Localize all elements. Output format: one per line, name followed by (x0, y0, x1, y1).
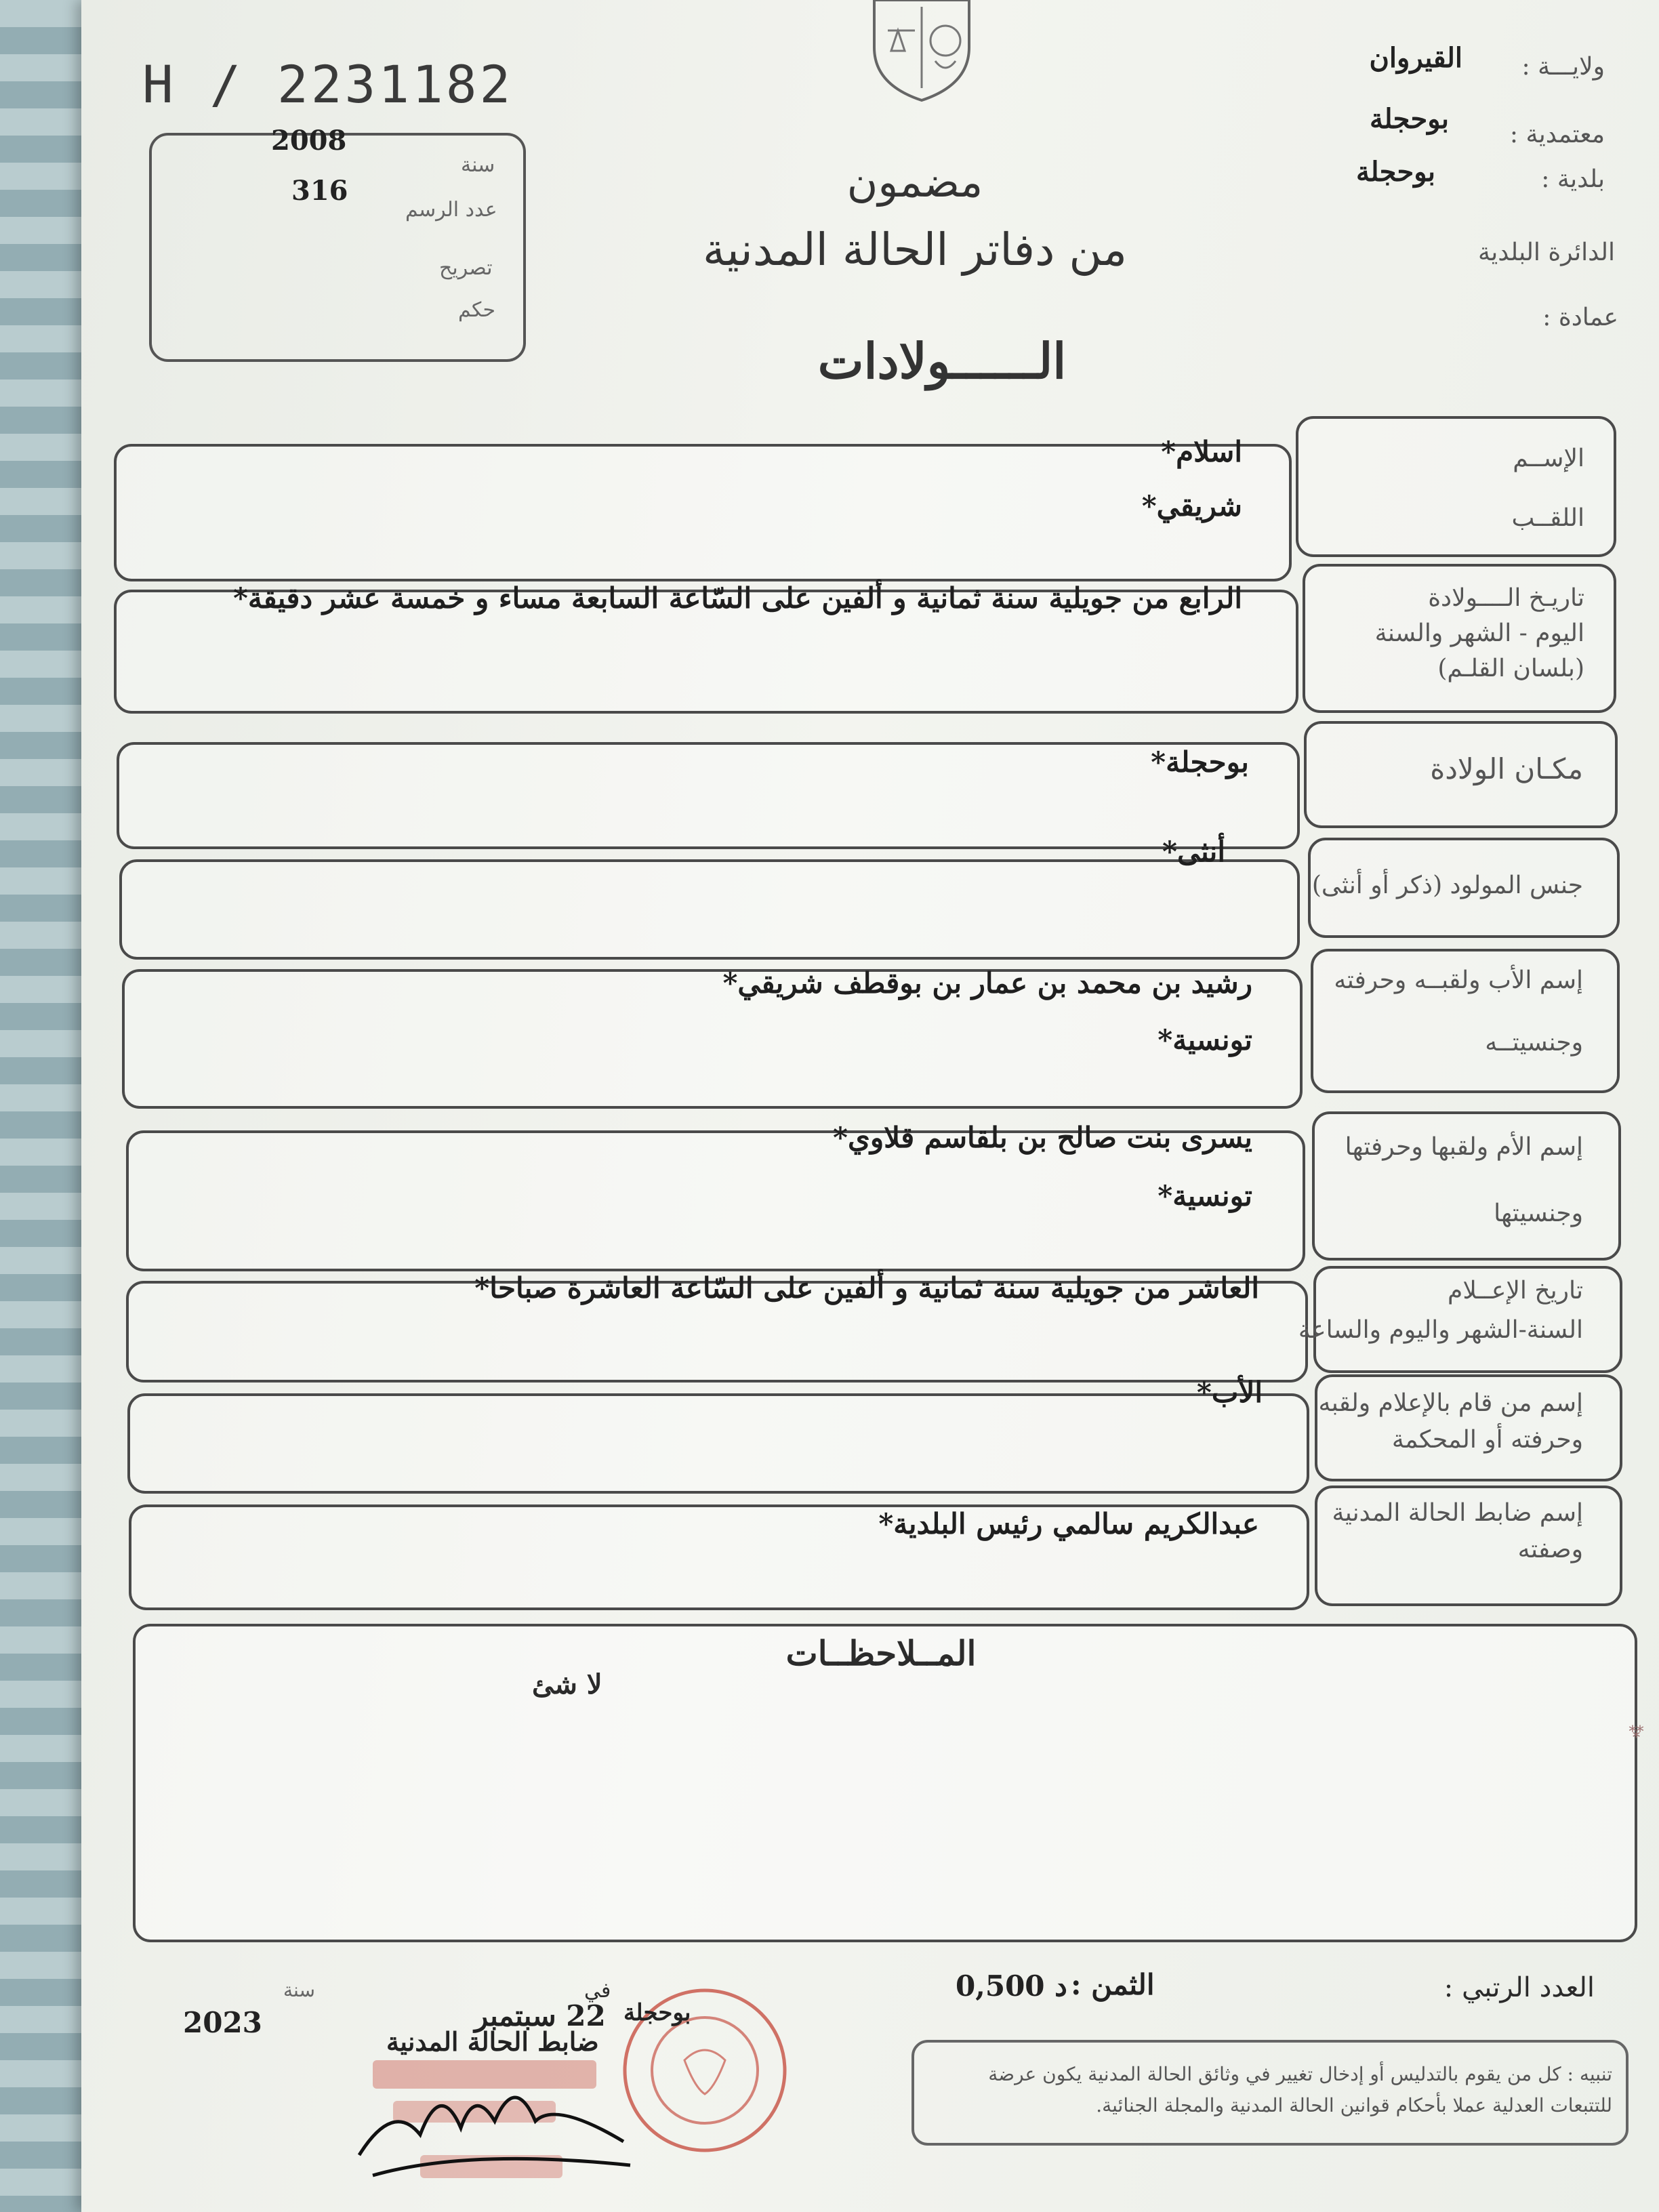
declaration-date-label-2: السنة-الشهر واليوم والساعة (1298, 1316, 1583, 1344)
birth-date-label-1: تاريـخ الــــولادة (1428, 584, 1584, 612)
price-value: 0,500 د (956, 1969, 1067, 2003)
father-name-value: رشيد بن محمد بن عمار بن بوقطف شريقي* (722, 966, 1252, 1000)
warning-box (912, 2040, 1629, 2146)
mother-label-1: إسم الأم ولقبها وحرفتها (1345, 1133, 1583, 1161)
last-name-label: اللقــب (1511, 504, 1584, 532)
issue-year-value: 2023 (183, 2006, 262, 2039)
doc-title-extract: مضمون (846, 157, 983, 207)
officer-label-1: إسم ضابط الحالة المدنية (1332, 1499, 1583, 1527)
mother-name-value: يسرى بنت صالح بن بلقاسم قلاوي* (833, 1121, 1252, 1154)
declarant-label-1: إسم من قام بالإعلام ولقبه (1318, 1389, 1583, 1417)
register-declaration-label: تصريح (439, 256, 493, 280)
doc-title-registers: من دفاتر الحالة المدنية (703, 224, 1127, 276)
document-serial: H / 2231182 (142, 54, 514, 115)
first-name-label: الإســم (1513, 445, 1584, 472)
name-label-box (1296, 416, 1616, 557)
signature-and-seal (332, 2020, 644, 2196)
declarant-value-box (127, 1393, 1309, 1494)
wilaya-value: القيروان (1369, 42, 1462, 74)
last-name-value: شريقي* (1141, 489, 1242, 523)
wilaya-label: ولايـــة : (1521, 53, 1605, 81)
sex-value-box (119, 859, 1300, 960)
mutamadia-label: معتمدية : (1509, 121, 1605, 148)
sex-label: جنس المولود (ذكر أو أنثى) (1311, 872, 1583, 899)
notes-value: لا شئ (532, 1668, 602, 1700)
register-year-value: 2008 (271, 125, 347, 157)
mother-nationality-value: تونسية* (1158, 1179, 1252, 1212)
baladia-label: بلدية : (1541, 165, 1605, 193)
register-year-label: سنة (461, 153, 495, 177)
omada-label: عمادة : (1542, 304, 1618, 331)
father-label-1: إسم الأب ولقبــه وحرفته (1334, 966, 1583, 994)
birth-place-value-box (117, 742, 1300, 849)
birth-date-label-2: اليوم - الشهر والسنة (1374, 619, 1584, 647)
officer-value: عبدالكريم سالمي رئيس البلدية* (878, 1507, 1259, 1540)
birth-place-value: بوحجلة* (1151, 745, 1249, 779)
declarant-value: الأب* (1196, 1376, 1263, 1409)
name-value-box (114, 444, 1292, 581)
register-number-label: عدد الرسم (405, 198, 497, 222)
issue-place: بوحجلة (623, 1999, 691, 2026)
birth-place-label: مكـان الولادة (1430, 752, 1583, 785)
mother-label-2: وجنسيتها (1494, 1200, 1583, 1227)
baladia-value: بوحجلة (1355, 156, 1435, 188)
register-judgment-label: حكم (458, 298, 496, 322)
mutamadia-value: بوحجلة (1369, 103, 1449, 135)
coat-of-arms-icon (861, 0, 983, 102)
issue-fi: في (584, 1979, 611, 2003)
declarant-label-2: وحرفته أو المحكمة (1391, 1426, 1583, 1454)
serial-number-label: العدد الرتبي : (1443, 1972, 1595, 2003)
register-number-value: 316 (291, 175, 348, 207)
issue-date: 22 سبتمبر (474, 1999, 606, 2032)
first-name-value: اسلام* (1161, 435, 1242, 468)
father-nationality-value: تونسية* (1158, 1023, 1252, 1057)
daira-label: الدائرة البلدية (1477, 239, 1615, 266)
doc-title-births: الــــــولادات (817, 332, 1067, 390)
declaration-date-value: العاشر من جويلية سنة ثمانية و ألفين على السّاعة العاشرة صباحا* (474, 1271, 1259, 1305)
issue-year-label: سنة (283, 1979, 315, 2001)
officer-label-2: وصفته (1517, 1536, 1583, 1563)
declaration-date-label-1: تاريخ الإعــلام (1448, 1277, 1583, 1305)
father-label-2: وجنسيتــه (1485, 1029, 1583, 1057)
warning-text: تنبيه : كل من يقوم بالتدليس أو إدخال تغيير في وثائق الحالة المدنية يكون عرضة للتتبعات العدلية عملا بأحكام قوانين الحالة المدنية والمجلة الجنائية. (988, 2063, 1612, 2117)
printer-mark: ⁂ (1628, 1721, 1645, 1738)
sex-value: أنثى* (1162, 835, 1225, 868)
officer-signature-title: ضابط الحالة المدنية (386, 2026, 599, 2057)
notes-title: المــلاحظــات (785, 1633, 977, 1673)
birth-date-label-3: (بلسان القلـم) (1437, 655, 1584, 682)
price-label: الثمن : (1071, 1968, 1155, 2001)
birth-date-value: الرابع من جويلية سنة ثمانية و ألفين على السّاعة السابعة مساء و خمسة عشر دقيقة* (232, 581, 1242, 615)
